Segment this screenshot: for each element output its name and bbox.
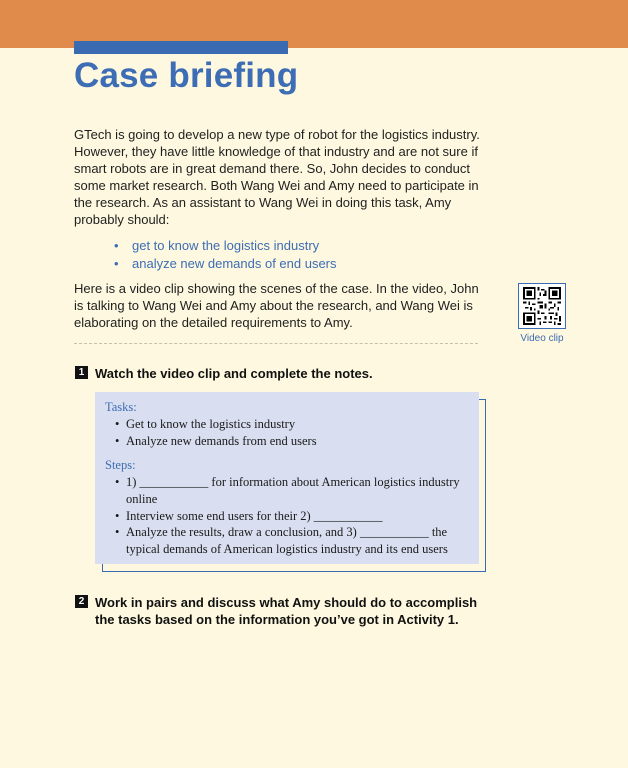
tasks-list <box>115 416 470 450</box>
task-item: • Analyze new demands from end users <box>115 433 470 450</box>
task-item: • Get to know the logistics industry <box>115 416 470 433</box>
video-paragraph: Here is a video clip showing the scenes of the case. In the video, John is talking to Wang Wei and Amy about the research, and Wang Wei is elaborating on the detailed requirements to Amy. <box>74 281 479 330</box>
step-item: • 1) ___________ for information about American logistics industry online <box>115 474 470 508</box>
activity-2-number: 2 <box>75 595 88 608</box>
activity-2-instruction: Work in pairs and discuss what Amy should do to accomplish the tasks based on the information you’ve got in Activity 1. <box>95 595 478 627</box>
step-item: • Analyze the results, draw a conclusion, and 3) ___________ the typical demands of American logistics industry and its end users <box>115 524 470 558</box>
activity-1-instruction: Watch the video clip and complete the notes. <box>95 366 373 381</box>
goal-item: • get to know the logistics industry <box>114 237 337 255</box>
qr-code-graphic <box>522 287 562 325</box>
qr-code-icon[interactable] <box>518 283 566 329</box>
page-title: Case briefing <box>74 56 299 95</box>
goal-list <box>114 237 337 272</box>
steps-list <box>115 474 470 558</box>
video-clip-caption[interactable]: Video clip <box>520 333 564 344</box>
title-accent-bar <box>74 41 288 54</box>
intro-paragraph: GTech is going to develop a new type of robot for the logistics industry. However, they have little knowledge of that industry and are not sure if smart robots are in great demand there. So, John decides to conduct some market research. Both Wang Wei and Amy need to participate in the research. As an assistant to Wang Wei in doing this task, Amy probably should: <box>74 127 480 227</box>
notes-panel <box>95 392 479 564</box>
section-divider <box>74 343 478 344</box>
activity-1-number: 1 <box>75 366 88 379</box>
goal-item: • analyze new demands of end users <box>114 255 337 273</box>
tasks-heading: Tasks: <box>105 400 137 414</box>
step-item: • Interview some end users for their 2) ___________ <box>115 508 470 525</box>
steps-heading: Steps: <box>105 458 136 472</box>
